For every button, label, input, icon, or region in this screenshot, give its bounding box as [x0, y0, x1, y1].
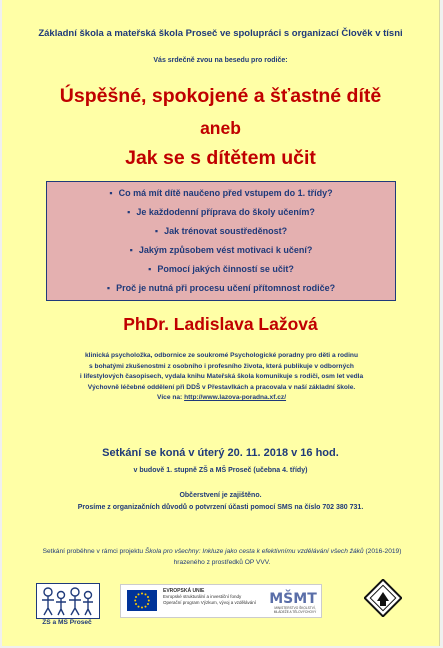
bio-line: klinická psycholožka, odbornice ze soukromé Psychologické poradny pro děti a rodinu — [85, 352, 358, 359]
question-item: ▪ Pomocí jakých činností se učit? — [47, 264, 395, 274]
children-figures-icon — [37, 584, 99, 618]
project-prefix: Setkání proběhne v rámci projektu — [42, 548, 145, 555]
bio-line: i lifestylových časopisech, vydala knihu Mateřská škola komunikuje s rodiči, osm let vedla — [79, 373, 364, 381]
title-subtitle: Jak se s dítětem učit — [125, 147, 316, 169]
eu-line: Evropské strukturální a investiční fondy — [163, 594, 242, 599]
project-name: Škola pro všechny: Inkluze jako cesta k efektivnímu vzdělávání všech žáků — [144, 548, 364, 555]
msmt-caption: MINISTERSTVO ŠKOLSTVÍ, MLÁDEŽE A TĚLOVÝCHOVY — [273, 606, 317, 614]
funding-logos — [120, 584, 322, 618]
question-item: ▪ Co má mít dítě naučeno před vstupem do 1. třídy? — [47, 188, 395, 198]
eu-flag-icon — [127, 590, 157, 611]
event-location: v budově 1. stupně ZŠ a MŠ Proseč (učebna 4. třídy) — [133, 467, 308, 474]
title-main: Úspěšné, spokojené a šťastné dítě — [59, 85, 382, 107]
bio-more — [24, 393, 419, 404]
organization-logo-icon — [364, 579, 402, 617]
rsvp-note: Prosíme z organizačních důvodů o potvrzení účasti pomocí SMS na číslo 702 380 731. — [77, 504, 364, 511]
event-datetime: Setkání se koná v úterý 20. 11. 2018 v 16 hod. — [102, 447, 339, 459]
question-item: ▪ Je každodenní příprava do školy učením? — [47, 207, 395, 217]
question-item: ▪ Jakým způsobem vést motivaci k učení? — [47, 245, 395, 255]
invite-line: Vás srdečně zvou na besedu pro rodiče: — [153, 57, 288, 64]
counselling-link[interactable]: http://www.lazova-poradna.xf.cz/ — [184, 394, 287, 402]
organizers-line: Základní škola a mateřská škola Proseč ve spolupráci s organizací Člověk v tísni — [38, 28, 403, 39]
question-item: ▪ Proč je nutná při procesu učení přítomnost rodiče? — [47, 283, 395, 293]
refreshments-note: Občerstvení je zajištěno. — [179, 492, 262, 499]
project-note — [32, 546, 412, 568]
school-logo-label: ZŠ a MŠ Proseč — [42, 619, 92, 626]
eu-line: Operační program Výzkum, vývoj a vzdělávání — [163, 600, 257, 605]
title-connector: aneb — [200, 118, 241, 138]
eu-title: EVROPSKÁ UNIE — [163, 588, 205, 594]
speaker-name: PhDr. Ladislava Lažová — [123, 314, 318, 334]
bio-line: s bohatými zkušenostmi z osobního i profesního života, která publikuje v odborných — [89, 362, 354, 370]
project-suffix: (2016-2019) hrazeného z prostředků OP VVV. — [173, 548, 402, 566]
more-label: Více na: — [156, 394, 183, 402]
questions-box — [46, 181, 396, 301]
eu-text — [163, 588, 261, 606]
question-item: ▪ Jak trénovat soustředěnost? — [47, 226, 395, 236]
speaker-bio — [24, 351, 419, 404]
school-logo — [36, 583, 100, 619]
poster-page — [2, 0, 440, 646]
bio-line: Výchovně léčebné oddělení při DDŠ v Přestavlkách a pracovala v naší základní škole. — [87, 383, 356, 391]
svg-text:MŠMT: MŠMT — [269, 591, 317, 606]
